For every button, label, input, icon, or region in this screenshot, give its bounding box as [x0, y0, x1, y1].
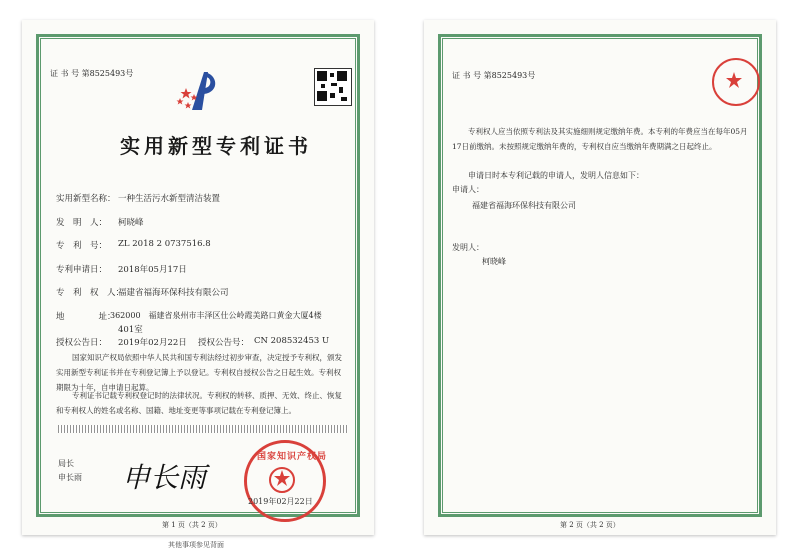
official-seal-small [712, 58, 760, 106]
director-name: 申长雨 [58, 473, 82, 482]
field-label-address: 地 址： [56, 312, 116, 322]
field-value-address: 362000 福建省泉州市丰泽区仕公岭霞美路口黄金大厦4楼 [110, 311, 322, 320]
field-label-pub-no: 授权公告号： [198, 338, 250, 348]
certificate-page-2 [424, 20, 776, 535]
field-value-pub-no: CN 208532453 U [254, 336, 330, 346]
field-label-inventor: 发 明 人： [56, 218, 108, 228]
patent-office-logo [172, 64, 224, 116]
certificate-number: 证 书 号 第8525493号 [452, 71, 536, 80]
page-number-1: 第 1 页（共 2 页） [162, 521, 222, 529]
field-value-name: 一种生活污水新型清洁装置 [118, 194, 221, 204]
field-label-grant-date: 授权公告日： [56, 338, 108, 348]
inventor-label: 发明人： [452, 243, 484, 252]
certificate-number: 证 书 号 第8525493号 [50, 69, 134, 78]
legal-status-paragraph: 专利证书记载专利权登记时的法律状况。专利权的转移、质押、无效、终止、恢复和专利权人的姓名或名称、国籍、地址变更等事项记载在专利登记簿上。 [56, 391, 342, 415]
page-number-2: 第 2 页（共 2 页） [560, 521, 620, 529]
seal-text: 国家知识产权局 [257, 452, 328, 462]
field-label-patent-no: 专 利 号： [56, 241, 108, 251]
qr-code [314, 68, 352, 106]
grant-paragraph: 国家知识产权局依照中华人民共和国专利法经过初步审查，决定授予专利权，颁发实用新型专利证书并在专利登记簿上予以登记。专利权自授权公告之日起生效。专利权期限为十年，自申请日起算。 [56, 353, 342, 392]
annual-fee-paragraph: 专利权人应当依照专利法及其实施细则规定缴纳年费。本专利的年费应当在每年05月17日前缴纳。未按照规定缴纳年费的，专利权自应当缴纳年费期满之日起终止。 [452, 127, 748, 151]
field-label-name: 实用新型名称： [56, 194, 116, 204]
field-value-patent-no: ZL 2018 2 0737516.8 [118, 239, 211, 249]
director-label: 局长 [58, 459, 74, 468]
inventor-name: 柯晓峰 [482, 257, 506, 266]
seal-date: 2019年02月22日 [248, 497, 313, 506]
field-value-address-room: 401室 [118, 325, 143, 335]
director-signature: 申长雨 [122, 461, 207, 494]
field-value-grant-date: 2019年02月22日 [118, 338, 187, 348]
page-border-inner [442, 38, 758, 513]
field-label-filing-date: 专利申请日： [56, 265, 108, 275]
official-seal [244, 440, 326, 522]
field-label-patentee: 专 利 权 人： [56, 288, 125, 298]
field-value-patentee: 福建省福海环保科技有限公司 [118, 288, 229, 298]
applicant-name: 福建省福海环保科技有限公司 [472, 201, 576, 210]
back-page-note: 其他事项参见背面 [168, 541, 224, 549]
certificate-title: 实用新型专利证书 [120, 134, 312, 158]
field-value-filing-date: 2018年05月17日 [118, 265, 187, 275]
applicant-label: 申请人： [452, 185, 484, 194]
applicant-info-heading: 申请日时本专利记载的申请人，发明人信息如下： [468, 171, 644, 180]
certificate-page-1 [22, 20, 374, 535]
barcode-strip [58, 425, 348, 433]
field-value-inventor: 柯晓峰 [118, 218, 144, 228]
